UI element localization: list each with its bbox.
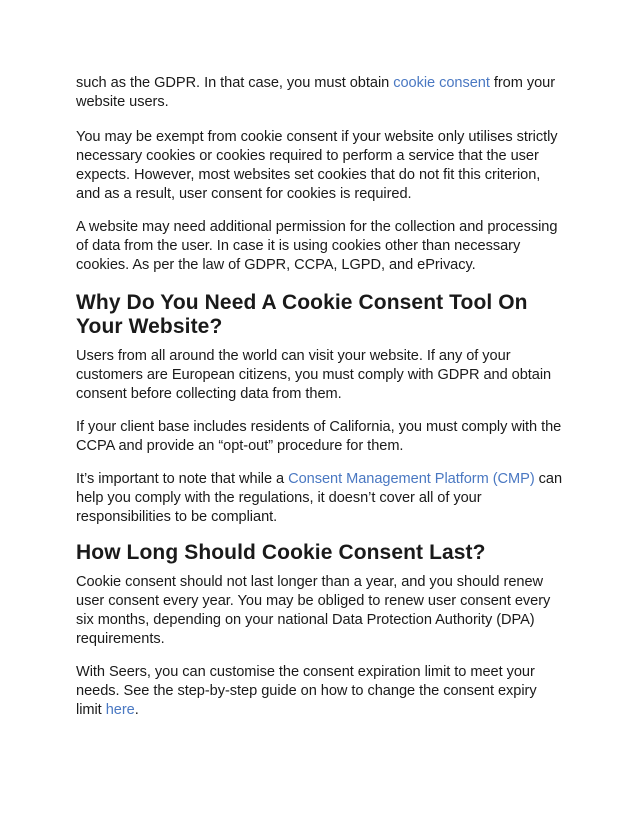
paragraph-text: . (134, 702, 139, 718)
paragraph-gdpr-consent (76, 74, 566, 112)
heading-why-cookie-tool: Why Do You Need A Cookie Consent Tool On Your Website? (76, 291, 528, 338)
paragraph-text: such as the GDPR. In that case, you must obtain (76, 75, 394, 91)
paragraph-text: from your website users. (76, 75, 556, 110)
cookie-consent-link[interactable]: cookie consent (393, 75, 490, 91)
paragraph-cmp (76, 470, 566, 527)
heading-how-long-consent: How Long Should Cookie Consent Last? (76, 541, 486, 564)
here-link[interactable]: here (105, 702, 135, 718)
paragraph-california: If your client base includes residents of California, you must comply with the CCPA and provide an “opt-out” procedure for them. (76, 419, 562, 454)
paragraph-seers-expiry (76, 663, 566, 720)
paragraph-additional-permission: A website may need additional permission for the collection and processing of data from the user. In case it is using cookies other than necessary cookies. As per the law of GDPR, CCPA, LGPD, and ePrivacy. (76, 219, 558, 273)
document-page (76, 74, 566, 734)
paragraph-consent-duration: Cookie consent should not last longer than a year, and you should renew user consent every year. You may be obliged to renew user consent every six months, depending on your national Data Protection Authority (DPA) requirements. (76, 574, 551, 647)
paragraph-text: It’s important to note that while a (76, 471, 289, 487)
paragraph-text: With Seers, you can customise the consent expiration limit to meet your needs. See the step-by-step guide on how to change the consent expiry limit (76, 664, 537, 718)
paragraph-exempt: You may be exempt from cookie consent if your website only utilises strictly necessary cookies or cookies required to perform a service that the user expects. However, most websites set cookies that do not fit this criterion, and as a result, user consent for cookies is required. (76, 129, 558, 202)
cmp-link[interactable]: Consent Management Platform (CMP) (288, 471, 535, 487)
paragraph-worldwide-users: Users from all around the world can visit your website. If any of your customers are European citizens, you must comply with GDPR and obtain consent before collecting data from them. (76, 348, 552, 402)
paragraph-text: can help you comply with the regulations, it doesn’t cover all of your responsibilities to be compliant. (76, 471, 563, 525)
